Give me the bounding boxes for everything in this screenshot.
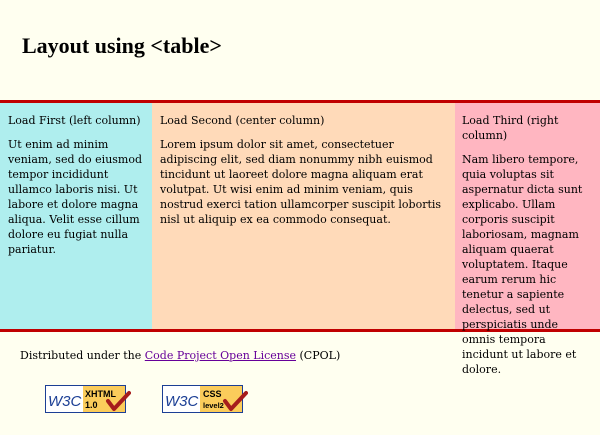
xhtml-version-text: 1.0 (85, 400, 98, 410)
right-column-text: Nam libero tempore, quia voluptas sit aspernatur dicta sunt explicabo. Ullam corporis suscipit laboriosam, magnam aliquam quaerat voluptatem. Itaque earum rerum hic tenetur a sapiente delectus, sed ut perspiciatis unde omnis tempora incidunt ut labore et dolore. (462, 153, 583, 376)
left-column-heading: Load First (left column) (8, 114, 141, 127)
valid-css-badge[interactable] (162, 385, 248, 415)
center-column-text: Lorem ipsum dolor sit amet, consectetuer adipiscing elit, sed diam nonummy nibh euismod tincidunt ut laoreet dolore magna aliquam erat volutpat. Ut wisi enim ad minim veniam, quis nostrud exerci tation ullamcorper suscipit lobortis nisl ut aliquip ex ea commodo consequat. (160, 138, 442, 226)
left-column (0, 103, 152, 329)
css-name-text: CSS (203, 389, 222, 399)
css-badge-graphic (162, 385, 248, 415)
license-prefix: Distributed under the (20, 349, 145, 362)
right-column-heading: Load Third (right column) (462, 114, 559, 142)
center-column (152, 103, 455, 329)
left-column-text: Ut enim ad minim veniam, sed do eiusmod tempor incididunt ullamco laboris nisi. Ut labore et dolore magna aliqua. Velit esse cillum dolore eu fugiat nulla pariatur. (8, 138, 143, 256)
right-column (455, 103, 600, 376)
valid-xhtml-badge[interactable] (45, 385, 131, 415)
page-title: Layout using <table> (22, 33, 222, 58)
license-notice (20, 349, 340, 363)
center-column-heading: Load Second (center column) (160, 114, 325, 127)
css-version-text: level2 (203, 401, 224, 410)
xhtml-name-text: XHTML (85, 389, 116, 399)
license-link[interactable]: Code Project Open License (144, 349, 297, 362)
css-w3c-text: W3C (165, 393, 199, 410)
xhtml-w3c-text: W3C (48, 393, 82, 410)
xhtml-badge-graphic (45, 385, 131, 415)
license-suffix: (CPOL) (296, 349, 341, 362)
